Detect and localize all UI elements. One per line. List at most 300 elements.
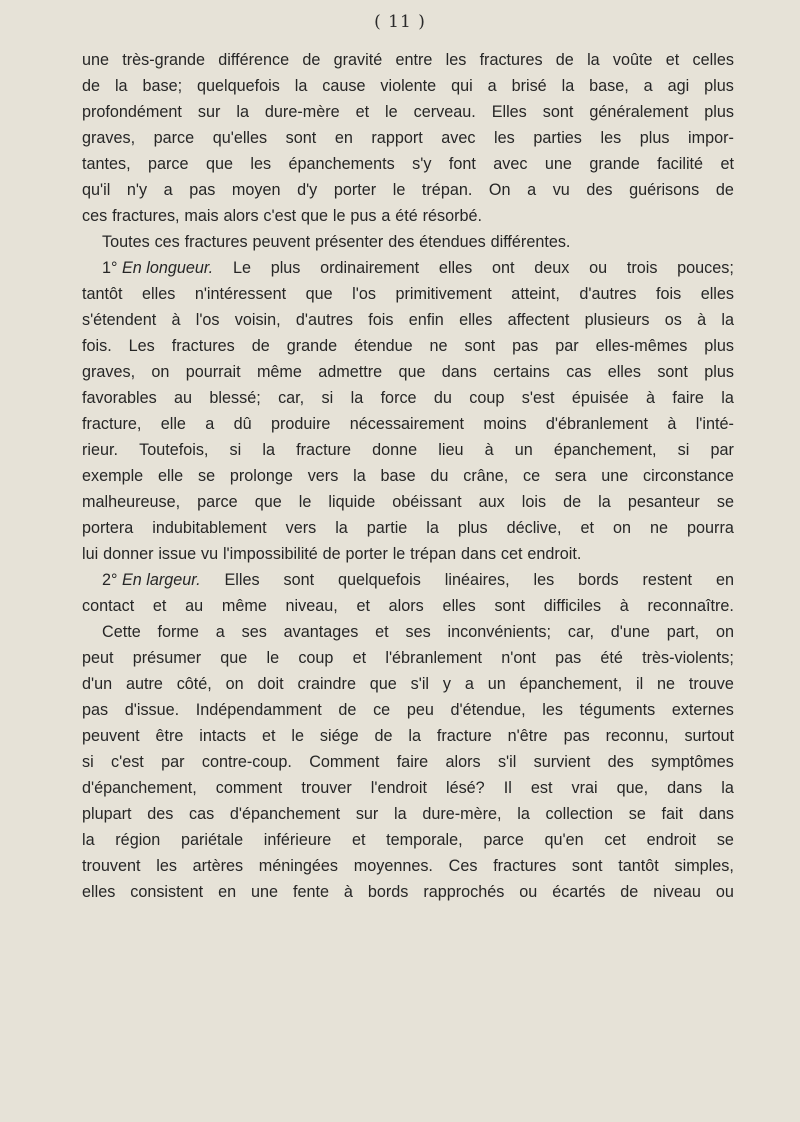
word: et bbox=[720, 155, 734, 173]
text-line bbox=[82, 385, 734, 411]
word: présumer bbox=[132, 649, 202, 667]
word: sont bbox=[542, 103, 574, 121]
word: plus bbox=[704, 103, 734, 121]
word: les bbox=[533, 571, 555, 589]
text-line bbox=[82, 723, 734, 749]
word: reconnu, bbox=[605, 727, 669, 745]
word: pourrait bbox=[185, 363, 241, 381]
word: du bbox=[433, 389, 452, 407]
word: en bbox=[334, 129, 353, 147]
word: os bbox=[664, 311, 682, 329]
word: cas bbox=[189, 805, 215, 823]
word: une bbox=[544, 155, 572, 173]
word: sont bbox=[285, 129, 317, 147]
line-lead bbox=[102, 567, 201, 593]
word: l'impossibilité bbox=[222, 545, 318, 563]
page-number: ( 11 ) bbox=[374, 12, 426, 32]
word: c'est bbox=[263, 207, 297, 225]
word: moyen bbox=[231, 181, 281, 199]
word: n'y bbox=[126, 181, 148, 199]
word: inférieure bbox=[263, 831, 332, 849]
line-lead bbox=[102, 255, 213, 281]
word: que bbox=[369, 675, 397, 693]
word: peuvent bbox=[252, 233, 311, 251]
word: l'os bbox=[195, 311, 220, 329]
word: quelquefois bbox=[197, 77, 280, 95]
word: dans bbox=[441, 363, 477, 381]
word: trouver bbox=[301, 779, 352, 797]
word: grande bbox=[589, 155, 640, 173]
word: trois bbox=[626, 259, 658, 277]
word: fractures bbox=[184, 233, 248, 251]
word: région bbox=[115, 831, 161, 849]
word: d'autres bbox=[579, 285, 637, 303]
word: est bbox=[530, 779, 553, 797]
word: tantôt bbox=[82, 285, 123, 303]
word: elle bbox=[160, 415, 186, 433]
word: et bbox=[352, 649, 367, 667]
word: endroit. bbox=[527, 545, 582, 563]
word: difficiles bbox=[543, 597, 602, 615]
word: s'il bbox=[410, 675, 430, 693]
word: avec bbox=[441, 129, 476, 147]
text-line bbox=[82, 801, 734, 827]
word: favorables bbox=[82, 389, 157, 407]
word: de bbox=[322, 545, 341, 563]
word: voûte bbox=[612, 51, 653, 69]
word: elle bbox=[157, 467, 184, 485]
body-text bbox=[82, 47, 734, 905]
word: pourra bbox=[687, 519, 734, 537]
word: Comment bbox=[309, 753, 380, 771]
word: de bbox=[715, 181, 734, 199]
word: survient bbox=[533, 753, 591, 771]
word: se bbox=[716, 493, 734, 511]
word: fois bbox=[655, 285, 682, 303]
word: le bbox=[392, 545, 406, 563]
word: tantes, bbox=[82, 155, 131, 173]
word: plus bbox=[270, 259, 301, 277]
word: lieu bbox=[438, 441, 464, 459]
word: généralement bbox=[589, 103, 689, 121]
word: avantages bbox=[283, 623, 359, 641]
word: à bbox=[619, 597, 629, 615]
word: la bbox=[350, 389, 364, 407]
word: font bbox=[448, 155, 476, 173]
word: que bbox=[254, 493, 282, 511]
word: se bbox=[628, 805, 646, 823]
word: lésé? bbox=[445, 779, 485, 797]
word: pas bbox=[82, 701, 109, 719]
word: que bbox=[305, 285, 333, 303]
word: contact bbox=[82, 597, 135, 615]
text-line bbox=[82, 281, 734, 307]
word: a bbox=[487, 77, 497, 95]
word: fracture bbox=[436, 727, 492, 745]
word: Ces bbox=[448, 857, 478, 875]
word: vu bbox=[200, 545, 219, 563]
word: guérisons bbox=[629, 181, 700, 199]
word: comment bbox=[215, 779, 283, 797]
word: artères bbox=[192, 857, 244, 875]
word: plus bbox=[704, 363, 734, 381]
word: elles bbox=[459, 311, 493, 329]
word: à bbox=[697, 311, 707, 329]
word: enfin bbox=[408, 311, 444, 329]
word: fractures bbox=[493, 857, 557, 875]
word: pas bbox=[563, 727, 590, 745]
word: et bbox=[580, 519, 595, 537]
word: le bbox=[266, 649, 280, 667]
word: d'issue. bbox=[124, 701, 180, 719]
word: blessé; bbox=[209, 389, 261, 407]
word: niveau, bbox=[285, 597, 338, 615]
word: niveau bbox=[653, 883, 701, 901]
word: plus bbox=[704, 337, 734, 355]
word: car, bbox=[278, 389, 305, 407]
word: écartés bbox=[552, 883, 606, 901]
word: Toutes bbox=[102, 233, 150, 251]
word: pas bbox=[189, 181, 216, 199]
word: fractures, bbox=[112, 207, 180, 225]
word: pas bbox=[555, 649, 582, 667]
word: sur bbox=[197, 103, 221, 121]
word: si bbox=[229, 441, 242, 459]
text-line bbox=[82, 463, 734, 489]
word: n'intéressent bbox=[194, 285, 287, 303]
word: plusieurs bbox=[584, 311, 650, 329]
word: d'un bbox=[82, 675, 113, 693]
text-line bbox=[82, 307, 734, 333]
section-number: 2° bbox=[102, 571, 122, 589]
word: donner bbox=[103, 545, 154, 563]
word: faire bbox=[396, 753, 429, 771]
word: de bbox=[620, 883, 639, 901]
word: du bbox=[430, 467, 449, 485]
word: on bbox=[613, 519, 632, 537]
word: malheureuse, bbox=[82, 493, 181, 511]
text-line bbox=[82, 489, 734, 515]
word: mais bbox=[184, 207, 219, 225]
word: pariétale bbox=[180, 831, 244, 849]
word: la bbox=[517, 805, 530, 823]
word: parce bbox=[197, 493, 238, 511]
word: a bbox=[205, 415, 215, 433]
word: et bbox=[261, 727, 276, 745]
word: moins bbox=[483, 415, 527, 433]
word: gravité bbox=[333, 51, 383, 69]
word: parties bbox=[533, 129, 582, 147]
word: sera bbox=[554, 467, 587, 485]
word: endroit bbox=[646, 831, 697, 849]
word: très-violents; bbox=[642, 649, 734, 667]
word: rieur. bbox=[82, 441, 118, 459]
word: elles-mêmes bbox=[595, 337, 688, 355]
word: ses bbox=[241, 623, 267, 641]
word: ne bbox=[650, 519, 669, 537]
word: à bbox=[667, 415, 677, 433]
word: symptômes bbox=[651, 753, 734, 771]
text-line bbox=[82, 879, 734, 905]
word: trouvent bbox=[82, 857, 141, 875]
word: se bbox=[716, 831, 734, 849]
word: celles bbox=[692, 51, 734, 69]
word: elles bbox=[82, 883, 116, 901]
word: la bbox=[721, 779, 734, 797]
word: porter bbox=[333, 181, 377, 199]
word: fait bbox=[661, 805, 684, 823]
word: des bbox=[586, 181, 613, 199]
word: cet bbox=[500, 545, 523, 563]
word: si bbox=[321, 389, 334, 407]
word: à bbox=[645, 389, 655, 407]
word: la bbox=[408, 727, 421, 745]
word: moyennes. bbox=[353, 857, 433, 875]
word: dans bbox=[667, 779, 703, 797]
word: Cette bbox=[102, 623, 141, 641]
word: certains bbox=[493, 363, 550, 381]
word: restent bbox=[642, 571, 693, 589]
word: un bbox=[487, 675, 506, 693]
word: plus bbox=[639, 129, 670, 147]
word: violente bbox=[380, 77, 437, 95]
word: vu bbox=[552, 181, 570, 199]
word: les bbox=[542, 701, 563, 719]
word: dans bbox=[460, 545, 497, 563]
word: aux bbox=[478, 493, 505, 511]
word: a bbox=[464, 675, 474, 693]
word: graves, bbox=[82, 129, 136, 147]
text-line bbox=[82, 645, 734, 671]
word: parce bbox=[153, 129, 195, 147]
text-line bbox=[82, 775, 734, 801]
text-line bbox=[82, 697, 734, 723]
word: bords bbox=[578, 571, 619, 589]
word: fracture, bbox=[82, 415, 142, 433]
word: sont bbox=[464, 337, 496, 355]
text-line bbox=[82, 593, 734, 619]
word: fente bbox=[292, 883, 329, 901]
word: base bbox=[380, 467, 416, 485]
word: Indépendamment bbox=[195, 701, 322, 719]
text-line bbox=[82, 177, 734, 203]
word: circonstance bbox=[643, 467, 734, 485]
word: d'étendue, bbox=[450, 701, 526, 719]
word: parce bbox=[148, 155, 189, 173]
word: parce bbox=[483, 831, 524, 849]
word: intacts bbox=[199, 727, 247, 745]
word: trouve bbox=[688, 675, 734, 693]
word: peu bbox=[406, 701, 434, 719]
word: le bbox=[332, 207, 346, 225]
word: la bbox=[721, 311, 734, 329]
text-line bbox=[82, 619, 734, 645]
word: externes bbox=[671, 701, 734, 719]
word: on bbox=[715, 623, 734, 641]
word: l'inté- bbox=[695, 415, 734, 433]
word: Le bbox=[232, 259, 251, 277]
word: s'est bbox=[521, 389, 555, 407]
word: des bbox=[147, 805, 174, 823]
word: d'épanchement bbox=[229, 805, 341, 823]
word: qu'en bbox=[544, 831, 584, 849]
word: sont bbox=[657, 363, 688, 381]
word: si bbox=[82, 753, 94, 771]
text-line bbox=[82, 541, 734, 567]
word: coup bbox=[469, 389, 505, 407]
word: le bbox=[392, 181, 406, 199]
word: et bbox=[355, 103, 370, 121]
word: sont bbox=[283, 571, 315, 589]
word: ce bbox=[523, 467, 541, 485]
word: elles bbox=[700, 285, 734, 303]
word: au bbox=[185, 597, 204, 615]
word: peuvent bbox=[82, 727, 140, 745]
text-line bbox=[82, 359, 734, 385]
word: épanchements bbox=[288, 155, 395, 173]
word: y bbox=[442, 675, 451, 693]
word: par bbox=[555, 337, 579, 355]
word: part, bbox=[666, 623, 700, 641]
word: et bbox=[665, 51, 680, 69]
word: Les bbox=[128, 337, 155, 355]
word: alors bbox=[388, 597, 424, 615]
word: n'ont bbox=[501, 649, 536, 667]
word: des bbox=[388, 233, 415, 251]
word: les bbox=[600, 129, 622, 147]
word: base, bbox=[589, 77, 629, 95]
text-line bbox=[82, 99, 734, 125]
word: pas bbox=[512, 337, 539, 355]
word: ou bbox=[589, 259, 608, 277]
word: a bbox=[215, 623, 225, 641]
word: s'étendent bbox=[82, 311, 157, 329]
word: doit bbox=[257, 675, 284, 693]
word: épuisée bbox=[571, 389, 629, 407]
word: faire bbox=[672, 389, 704, 407]
word: c'est bbox=[111, 753, 144, 771]
word: elles bbox=[438, 259, 473, 277]
word: ces bbox=[82, 207, 108, 225]
word: facilité bbox=[657, 155, 704, 173]
word: crâne, bbox=[463, 467, 509, 485]
word: agi bbox=[667, 77, 690, 95]
word: épanchement, bbox=[553, 441, 657, 459]
word: la bbox=[561, 77, 575, 95]
word: de bbox=[251, 337, 270, 355]
word: plupart bbox=[82, 805, 132, 823]
word: exemple bbox=[82, 467, 144, 485]
word: Toutefois, bbox=[139, 441, 209, 459]
word: atteint, bbox=[511, 285, 560, 303]
word: qui bbox=[451, 77, 473, 95]
word: ne bbox=[429, 337, 448, 355]
word: pouces; bbox=[677, 259, 734, 277]
text-line bbox=[82, 411, 734, 437]
word: produire bbox=[271, 415, 331, 433]
word: épanchement, bbox=[519, 675, 623, 693]
word: entre bbox=[395, 51, 433, 69]
word: résorbé. bbox=[422, 207, 482, 225]
word: consistent bbox=[130, 883, 204, 901]
text-line bbox=[82, 827, 734, 853]
word: sur bbox=[355, 805, 379, 823]
word: les bbox=[445, 51, 467, 69]
word: elles bbox=[607, 363, 641, 381]
word: alors bbox=[223, 207, 259, 225]
word: prolonge bbox=[229, 467, 293, 485]
word: vers bbox=[285, 519, 317, 537]
word: de bbox=[563, 493, 582, 511]
word: ont bbox=[491, 259, 515, 277]
word: temporale, bbox=[386, 831, 463, 849]
word: la bbox=[114, 77, 128, 95]
word: portera bbox=[82, 519, 134, 537]
word: étendues bbox=[419, 233, 486, 251]
word: être bbox=[155, 727, 184, 745]
word: deux bbox=[534, 259, 570, 277]
word: que bbox=[398, 363, 426, 381]
word: la bbox=[262, 441, 275, 459]
word: affectent bbox=[507, 311, 570, 329]
word: ne bbox=[657, 675, 676, 693]
word: elles bbox=[442, 597, 476, 615]
word: on bbox=[225, 675, 244, 693]
word: peut bbox=[82, 649, 114, 667]
word: surtout bbox=[684, 727, 734, 745]
word: sont bbox=[571, 857, 603, 875]
word: On bbox=[488, 181, 511, 199]
word: une bbox=[251, 883, 279, 901]
word: coup bbox=[298, 649, 334, 667]
section-heading: En longueur. bbox=[121, 259, 214, 277]
word: déclive, bbox=[506, 519, 562, 537]
text-line bbox=[82, 255, 734, 281]
word: nécessairement bbox=[349, 415, 465, 433]
word: brisé bbox=[511, 77, 547, 95]
word: force bbox=[380, 389, 417, 407]
word: n'être bbox=[507, 727, 548, 745]
word: même bbox=[256, 363, 302, 381]
word: partie bbox=[366, 519, 408, 537]
word: indubitablement bbox=[152, 519, 267, 537]
word: obéissant bbox=[392, 493, 462, 511]
word: s'il bbox=[497, 753, 517, 771]
word: ses bbox=[405, 623, 431, 641]
word: le bbox=[298, 493, 312, 511]
word: la bbox=[426, 519, 439, 537]
word: dû bbox=[233, 415, 252, 433]
word: il bbox=[636, 675, 644, 693]
word: l'endroit bbox=[370, 779, 427, 797]
word: primitivement bbox=[395, 285, 492, 303]
word: étendue bbox=[354, 337, 413, 355]
word: reconnaître. bbox=[647, 597, 734, 615]
word: vers bbox=[307, 467, 339, 485]
word: vrai bbox=[571, 779, 598, 797]
word: la bbox=[82, 831, 95, 849]
text-line bbox=[82, 73, 734, 99]
word: cerveau. bbox=[413, 103, 476, 121]
word: quelquefois bbox=[338, 571, 421, 589]
word: le bbox=[385, 103, 398, 121]
word: trépan. bbox=[421, 181, 473, 199]
text-line bbox=[82, 125, 734, 151]
word: d'autres bbox=[295, 311, 353, 329]
word: a bbox=[163, 181, 173, 199]
word: alors bbox=[445, 753, 481, 771]
word: contre-coup. bbox=[201, 753, 292, 771]
